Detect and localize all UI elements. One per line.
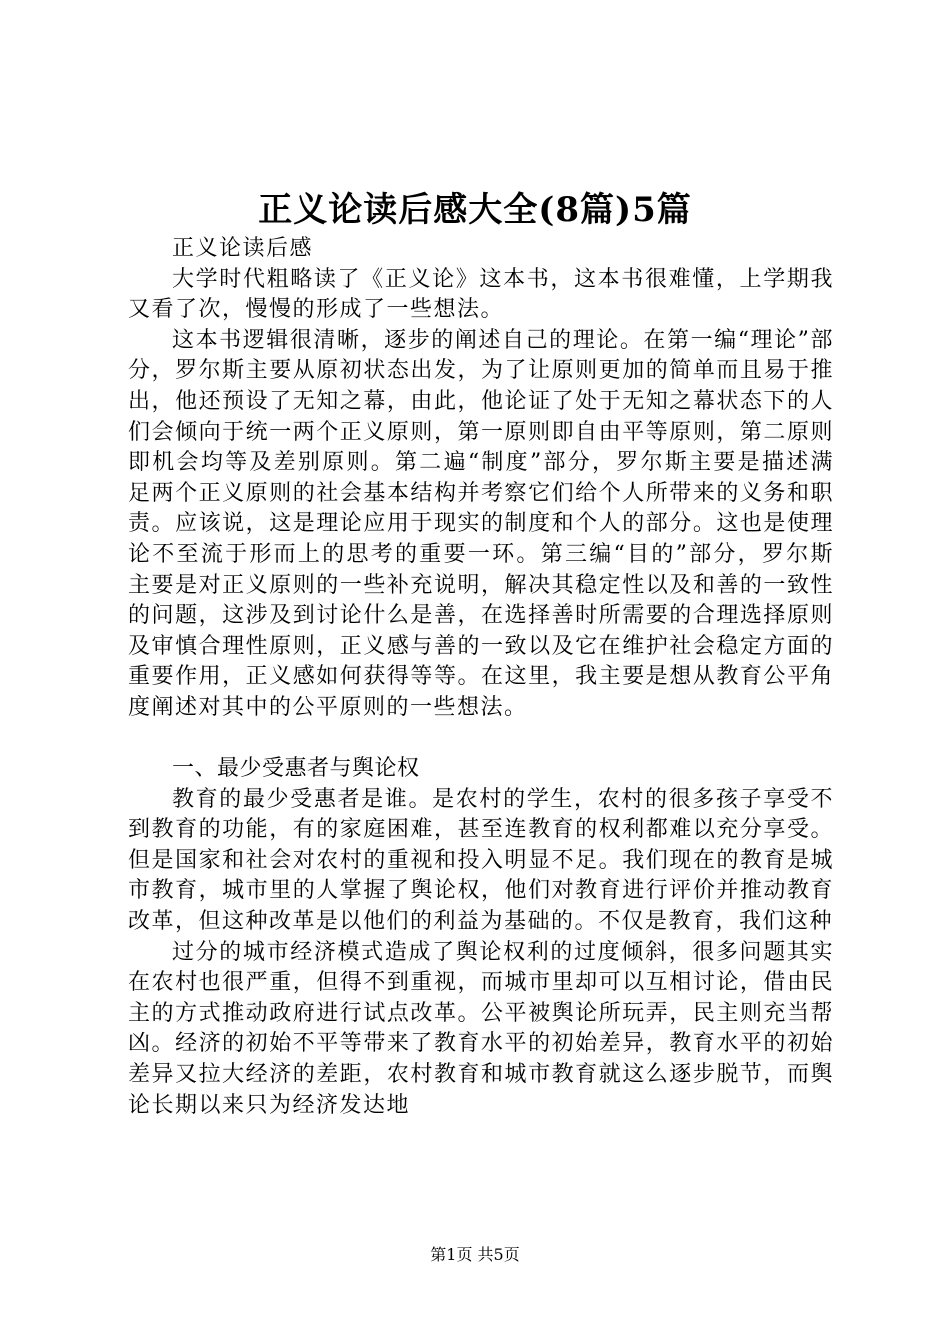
page-footer: 第1页 共5页 <box>430 1245 520 1264</box>
paragraph-summary: 这本书逻辑很清晰，逐步的阐述自己的理论。在第一编“理论”部分，罗尔斯主要从原初状态出发，为了让原则更加的简单而且易于推出，他还预设了无知之幕，由此，他论证了处于无知之幕状态下的人们会倾向于统一两个正义原则，第一原则即自由平等原则，第二原则即机会均等及差别原则。第二遍“制度”部分，罗尔斯主要是描述满足两个正义原则的社会基本结构并考察它们给个人所带来的义务和职责。应该说，这是理论应用于现实的制度和个人的部分。这也是使理论不至流于形而上的思考的重要一环。第三编“目的”部分，罗尔斯主要是对正义原则的一些补充说明，解决其稳定性以及和善的一致性的问题，这涉及到讨论什么是善，在选择善时所需要的合理选择原则及审慎合理性原则，正义感与善的一致以及它在维护社会稳定方面的重要作用，正义感如何获得等等。在这里，我主要是想从教育公平角度阐述对其中的公平原则的一些想法。 <box>128 327 834 720</box>
paragraph-spacer <box>128 724 834 755</box>
paragraph-section-1: 教育的最少受惠者是谁。是农村的学生，农村的很多孩子享受不到教育的功能，有的家庭困难，甚至连教育的权利都难以充分享受。但是国家和社会对农村的重视和投入明显不足。我们现在的教育是城市教育，城市里的人掌握了舆论权，他们对教育进行评价并推动教育改革，但这种改革是以他们的利益为基础的。不仅是教育，我们这种 <box>128 786 834 935</box>
section-heading: 一、最少受惠者与舆论权 <box>172 756 420 782</box>
paragraph-intro: 大学时代粗略读了《正义论》这本书，这本书很难懂，上学期我又看了次，慢慢的形成了一些想法。 <box>128 266 834 323</box>
paragraph-subtitle: 正义论读后感 <box>172 236 314 261</box>
document-title: 正义论读后感大全(8篇)5篇 <box>258 190 692 230</box>
document-body <box>128 234 834 1121</box>
paragraph-section-2: 过分的城市经济模式造成了舆论权利的过度倾斜，很多问题其实在农村也很严重，但得不到重视，而城市里却可以互相讨论，借由民主的方式推动政府进行试点改革。公平被舆论所玩弄，民主则充当帮凶。经济的初始不平等带来了教育水平的初始差异，教育水平的初始差异又拉大经济的差距，农村教育和城市教育就这么逐步脱节，而舆论长期以来只为经济发达地 <box>128 939 834 1118</box>
